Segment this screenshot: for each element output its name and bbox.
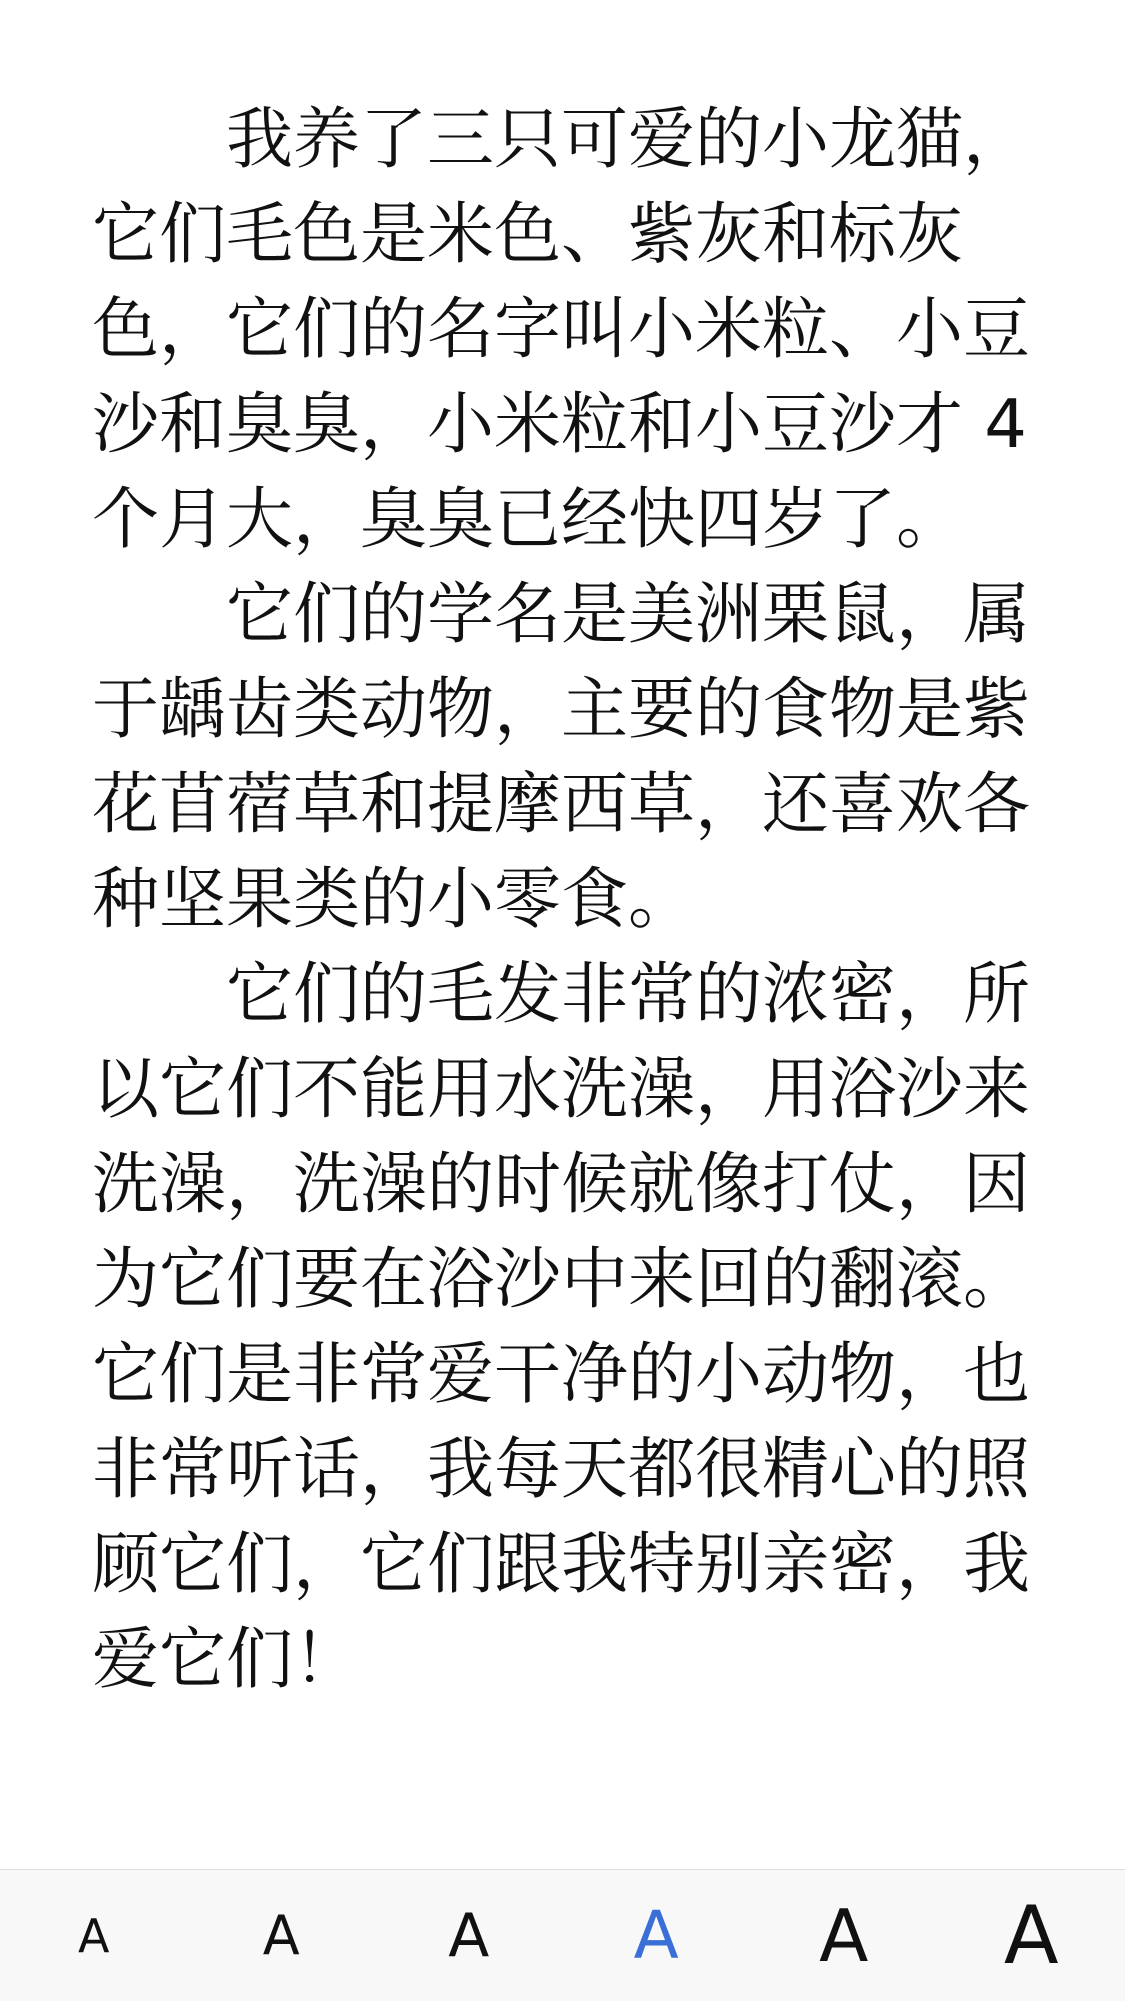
font-size-option-3[interactable] — [375, 1870, 563, 2001]
font-size-option-5[interactable] — [750, 1870, 938, 2001]
font-size-option-2[interactable] — [188, 1870, 376, 2001]
paragraph-2: 它们的学名是美洲栗鼠，属于龋齿类动物，主要的食物是紫花苜蓿草和提摩西草，还喜欢各种坚果类的小零食。 — [92, 575, 1030, 938]
font-size-a-icon: A — [633, 1896, 679, 1974]
font-size-a-icon: A — [448, 1900, 490, 1971]
font-size-option-4[interactable] — [563, 1870, 751, 2001]
font-size-option-1[interactable] — [0, 1870, 188, 2001]
font-size-a-icon: A — [819, 1893, 869, 1978]
article-body — [92, 92, 1032, 1707]
font-size-a-icon: A — [1003, 1888, 1059, 1982]
paragraph-1: 我养了三只可爱的小龙猫，它们毛色是米色、紫灰和标灰色，它们的名字叫小米粒、小豆沙和臭臭，小米粒和小豆沙才 4 个月大，臭臭已经快四岁了。 — [92, 100, 1030, 558]
font-size-a-icon: A — [78, 1908, 110, 1963]
font-size-a-icon: A — [262, 1903, 300, 1967]
font-size-toolbar — [0, 1869, 1125, 2001]
paragraph-3: 它们的毛发非常的浓密，所以它们不能用水洗澡，用浴沙来洗澡，洗澡的时候就像打仗，因为它们要在浴沙中来回的翻滚。它们是非常爱干净的小动物，也非常听话，我每天都很精心的照顾它们，它们跟我特别亲密，我爱它们！ — [92, 955, 1030, 1698]
font-size-option-6[interactable] — [938, 1870, 1125, 2001]
